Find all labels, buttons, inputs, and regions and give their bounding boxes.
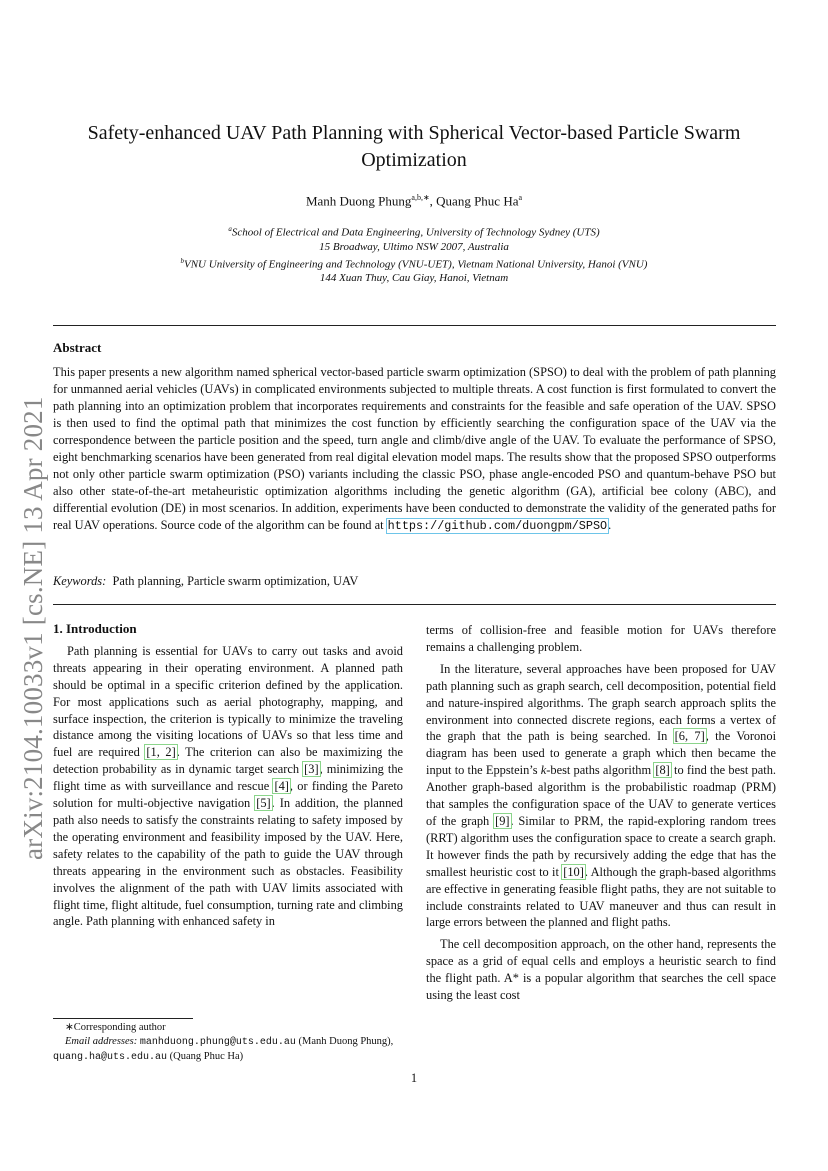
arxiv-stamp-text: arXiv:2104.10033v1 [cs.NE] 13 Apr 2021 [18, 396, 48, 860]
keywords [53, 574, 358, 589]
corresponding-author-note: ∗Corresponding author [65, 1022, 166, 1033]
math-symbol: k [540, 763, 547, 778]
affiliation-b [0, 254, 828, 272]
author-affil-marks: a,b,∗ [411, 193, 430, 202]
citation-link[interactable]: [4] [274, 779, 289, 794]
text-run: . Similar to PRM, the rapid-exploring random trees (RRT) algorithm uses the configuration space to create a search graph. It however finds the path by recursively adding the edge that has the smallest heuristic cost to it [426, 813, 777, 879]
top-rule [53, 325, 776, 326]
author-affil-marks: a [518, 193, 523, 202]
affiliation-a-address: 15 Broadway, Ultimo NSW 2007, Australia [319, 240, 509, 253]
keywords-text: Path planning, Particle swarm optimization, UAV [112, 574, 359, 588]
affiliation-a [0, 222, 828, 240]
author-name: Manh Duong Phung [305, 193, 412, 209]
footnote-rule [53, 1018, 193, 1019]
email-note [53, 1035, 403, 1065]
citation-link[interactable]: [9] [495, 813, 510, 828]
paragraph: The cell decomposition approach, on the other hand, represents the space as a grid of equal cells and employs a heuristic search to find the flight path. A* is a popular algorithm that searches the cell space using the least cost [426, 937, 776, 1003]
text-run: . Although the graph-based algorithms are effective in generating feasible flight paths, they are not suitable to include constraints related to UAV maneuver and thus can result in large errors between the planned and flight paths. [426, 864, 776, 930]
text-run: . In addition, the planned path also needs to satisfy the constraints relating to safety imposed by the operating environment and feasibility imposed by the UAV. Here, safety relates to the capability of the path to guide the UAV through threats appearing in the environment such as obstacles. Feasibility involves the alignment of the path with UAV limits associated with flight time, flight altitude, fuel consumption, turning rate and climbing angle. Path planning with enhanced safety in [53, 796, 403, 929]
left-column [53, 621, 403, 930]
affil-line: School of Electrical and Data Engineering, University of Technology Sydney (UTS) [231, 226, 600, 239]
author-list [0, 193, 828, 209]
text-run: . The criterion can also be maximizing the detection probability as in dynamic target search [53, 745, 404, 777]
paragraph [53, 643, 403, 930]
affiliations [0, 222, 828, 285]
abstract-bottom-rule [53, 604, 776, 605]
text-run: In the literature, several approaches have been proposed for UAV path planning such as graph search, cell decomposition, potential field and nature-inspired algorithms. The graph search approach splits the environment into connected discrete regions, each forms a vertex of the graph that the path is being searched. In [426, 661, 776, 744]
text-run: Path planning is essential for UAVs to carry out tasks and avoid threats appearing in their operating environment. A planned path should be optimal in a specific criterion defined by the application. For most applications such as aerial photography, mapping, and surface inspection, the criterion is typically to minimize the traveling distance among the visiting locations of UAVs so that less time and fuel are required [53, 643, 403, 760]
text-run: , minimizing the flight time as with surveillance and rescue [53, 762, 404, 794]
author-name: Quang Phuc Ha [436, 193, 519, 209]
citation-link[interactable]: [1, 2] [146, 745, 176, 760]
paragraph [426, 661, 776, 932]
citation-link[interactable]: [5] [256, 796, 271, 811]
keywords-label: Keywords: [53, 574, 107, 588]
affiliation-b-address: 144 Xuan Thuy, Cau Giay, Hanoi, Vietnam [319, 272, 509, 285]
email-owner: (Manh Duong Phung), [295, 1036, 394, 1047]
source-code-link[interactable]: https://github.com/duongpm/SPSO [387, 519, 608, 533]
citation-link[interactable]: [10] [563, 864, 584, 879]
abstract-heading: Abstract [53, 340, 102, 355]
author-separator: , [429, 193, 437, 209]
email-address[interactable]: manhduong.phung@uts.edu.au [139, 1037, 296, 1048]
text-run: , the Voronoi diagram has been used to generate a graph which then became the input to the Eppstein’s [426, 729, 777, 778]
affil-mark: b [180, 256, 184, 265]
page-number: 1 [410, 1071, 418, 1085]
citation-link[interactable]: [6, 7] [674, 729, 705, 744]
email-owner: (Quang Phuc Ha) [167, 1051, 244, 1062]
email-label: Email addresses: [65, 1036, 140, 1047]
citation-link[interactable]: [8] [655, 763, 670, 778]
email-address[interactable]: quang.ha@uts.edu.au [53, 1052, 168, 1063]
paragraph: terms of collision-free and feasible motion for UAVs therefore remains a challenging problem. [426, 623, 776, 654]
footnote [53, 1021, 403, 1065]
citation-link[interactable]: [3] [304, 762, 319, 777]
section-heading: 1. Introduction [53, 621, 137, 636]
abstract-text [53, 364, 776, 535]
affil-line: VNU University of Engineering and Technology (VNU-UET), Vietnam National University, Hanoi (VNU) [184, 258, 648, 271]
abstract-body: This paper presents a new algorithm named spherical vector-based particle swarm optimization (SPSO) to deal with the problem of path planning for unmanned aerial vehicles (UAVs) in complicated environments subjected to multiple threats. A cost function is first formulated to convert the path planning into an optimization problem that incorporates requirements and constraints for the feasible and safe operation of the UAV. SPSO is then used to find the optimal path that minimizes the cost function by efficiently searching the configuration space of the UAV via the correspondence between the particle position and the speed, turn angle and climb/dive angle of the UAV. To evaluate the performance of SPSO, eight benchmarking scenarios have been generated from real digital elevation model maps. The results show that the proposed SPSO outperforms not only other particle swarm optimization (PSO) variants including the classic PSO, phase angle-encoded PSO and quantum-behave PSO but also other state-of-the-art metaheuristic optimization algorithms including the genetic algorithm (GA), artificial bee colony (ABC), and differential evolution (DE) in most scenarios. In addition, experiments have been conducted to demonstrate the validity of the generated paths for real UAV operations. Source code of the algorithm can be found at [53, 365, 776, 532]
paper-title: Safety-enhanced UAV Path Planning with Spherical Vector-based Particle Swarm Optimization [87, 122, 741, 171]
abstract-end: . [608, 518, 612, 532]
text-run: , or finding the Pareto solution for multi-objective navigation [53, 779, 403, 811]
text-run: -best paths algorithm [546, 763, 655, 778]
right-column [426, 622, 776, 1004]
affil-mark: a [228, 225, 232, 233]
text-run: to find the best path. Another graph-based algorithm is the probabilistic roadmap (PRM) that samples the configuration space of the UAV to generate vertices of the graph [426, 763, 776, 828]
